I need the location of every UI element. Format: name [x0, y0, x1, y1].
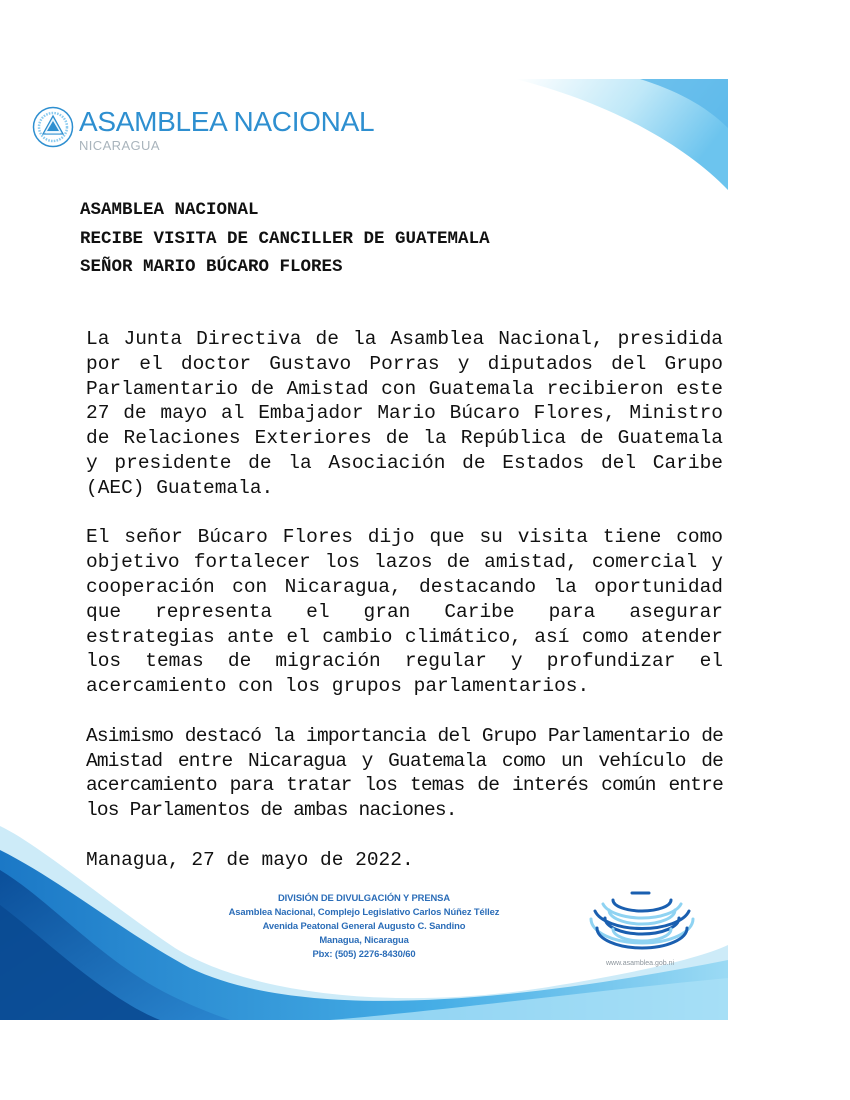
footer-city: Managua, Nicaragua [319, 934, 409, 945]
footer-contact-block [200, 891, 528, 961]
body-paragraph-2: El señor Búcaro Flores dijo que su visita tiene como objetivo fortalecer los lazos de amistad, comercial y cooperación con Nicaragua, destacando la oportunidad que representa el gran Caribe para asegurar estrategias ante el cambio climático, así como atender los temas de migración regular y profundizar el acercamiento con los grupos parlamentarios. [86, 526, 723, 698]
footer-address-1: Asamblea Nacional, Complejo Legislativo Carlos Núñez Téllez [228, 906, 500, 917]
footer-phone: Pbx: (505) 2276-8430/60 [312, 948, 416, 959]
nicaragua-coat-of-arms-icon [32, 106, 74, 148]
top-right-swoosh [515, 79, 728, 190]
brand-country: NICARAGUA [79, 138, 160, 153]
body-paragraph-1: La Junta Directiva de la Asamblea Nacional, presidida por el doctor Gustavo Porras y diputados del Grupo Parlamentario de Amistad con Guatemala recibieron este 27 de mayo al Embajador Mario Búcaro Flores, Ministro de Relaciones Exteriores de la República de Guatemala y presidente de la Asociación de Estados del Caribe (AEC) Guatemala. [86, 328, 723, 499]
press-release-body [86, 327, 723, 873]
dateline: Managua, 27 de mayo de 2022. [86, 848, 414, 871]
headline-line-1: ASAMBLEA NACIONAL [80, 200, 259, 220]
press-release-headline [80, 196, 490, 282]
headline-line-2: RECIBE VISITA DE CANCILLER DE GUATEMALA [80, 228, 490, 249]
footer-division: DIVISIÓN DE DIVULGACIÓN Y PRENSA [277, 892, 450, 903]
body-paragraph-3: Asimismo destacó la importancia del Grupo Parlamentario de Amistad entre Nicaragua y Guatemala como un vehículo de acercamiento para tratar los temas de interés común entre los Parlamentos de ambas naciones. [86, 724, 723, 822]
header-logo [32, 106, 374, 153]
footer-website: www.asamblea.gob.ni [606, 960, 675, 967]
brand-name: ASAMBLEA NACIONAL [79, 106, 375, 137]
parliament-seats-icon [583, 887, 701, 953]
footer-address-2: Avenida Peatonal General Augusto C. Sandino [262, 920, 466, 931]
headline-line-3: SEÑOR MARIO BÚCARO FLORES [80, 257, 343, 277]
